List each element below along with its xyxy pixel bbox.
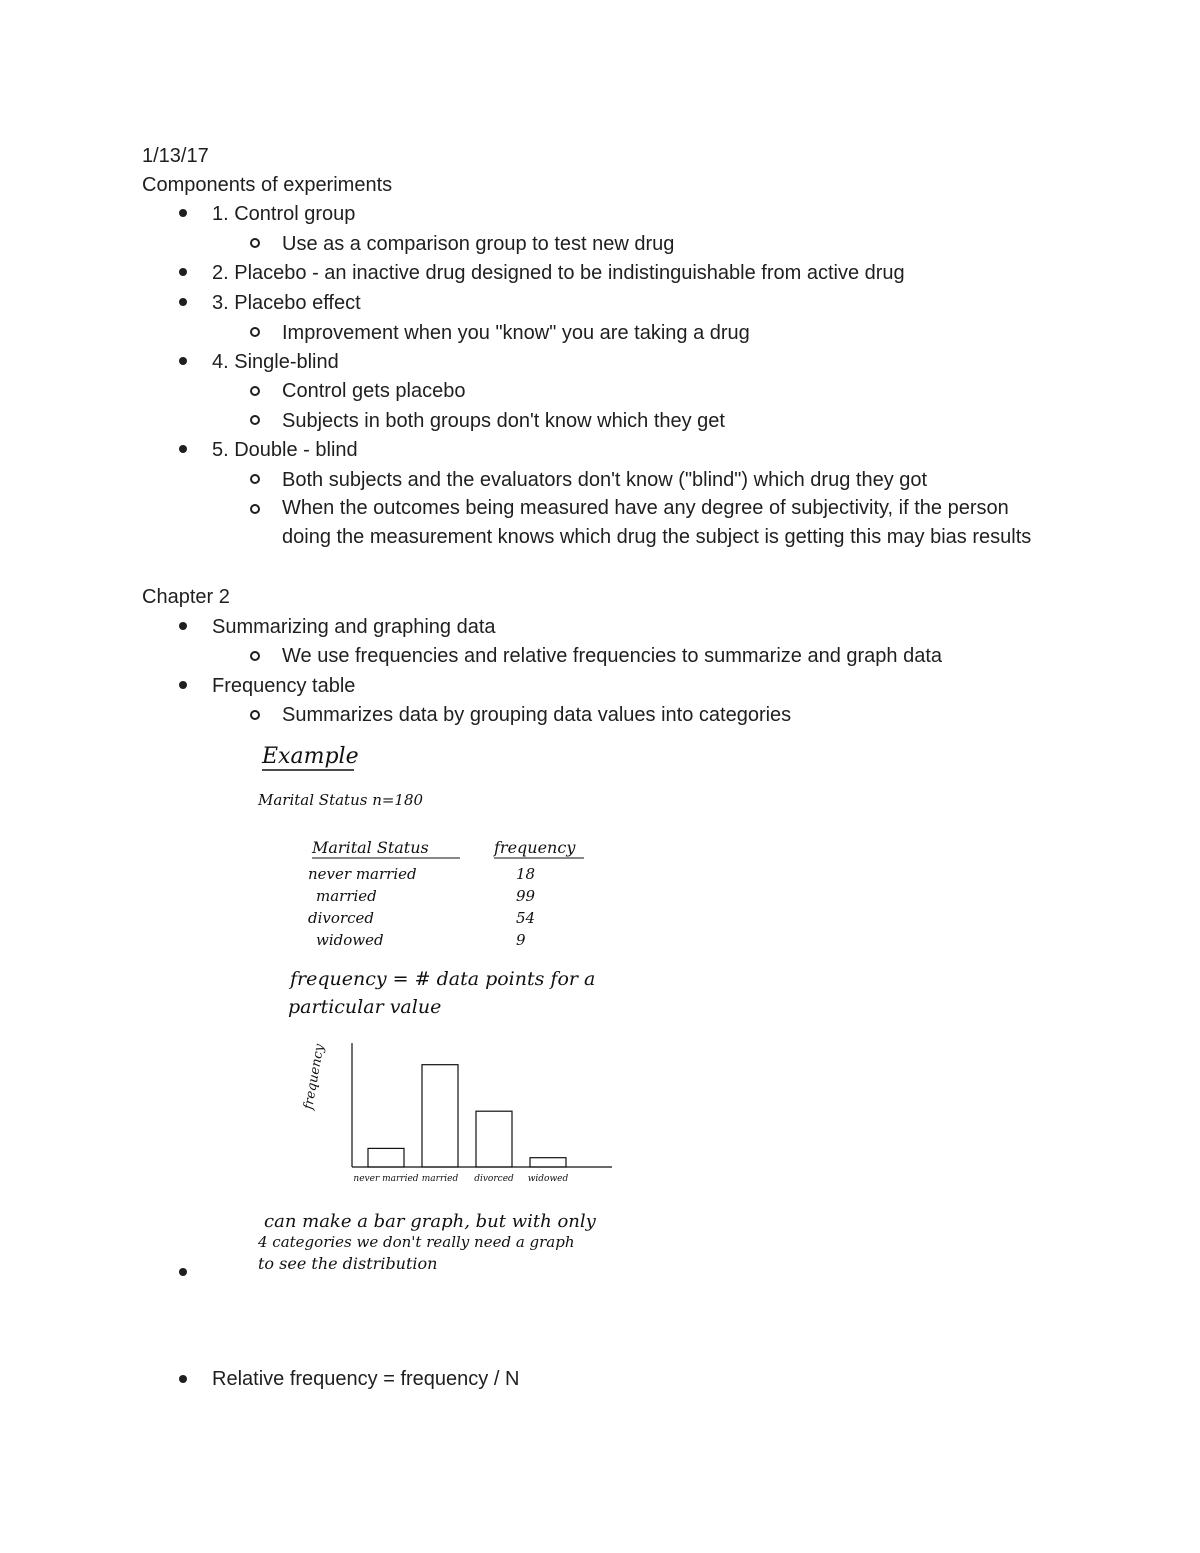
date: 1/13/17 [142,145,209,167]
example-title: Example [262,744,359,769]
bullet-icon [179,268,187,276]
x-tick-label: never married [353,1174,419,1184]
frequency-table [308,865,536,949]
sub-bullet-icon [250,474,260,484]
table-cell-frequency: 54 [516,909,536,927]
sub-item: We use frequencies and relative frequencies to summarize and graph data [282,645,943,667]
y-axis-label: frequency [301,1042,328,1111]
bullet-icon [179,357,187,365]
sub-item: Use as a comparison group to test new drug [282,233,675,255]
bullet-icon [179,1375,187,1383]
bullet-icon [179,681,187,689]
bullet-icon [179,209,187,217]
sub-item: Improvement when you "know" you are taking a drug [282,322,750,344]
list-item-single-blind: 4. Single-blind [212,351,339,373]
sub-bullet-icon [250,327,260,337]
sub-item: Summarizes data by grouping data values into categories [282,704,792,726]
list-item-control-group: 1. Control group [212,203,356,225]
x-tick-label: married [421,1174,459,1184]
table-header-frequency: frequency [494,838,576,857]
sample-subtitle: Marital Status n=180 [258,791,424,809]
bar-chart [301,1042,612,1184]
bar [368,1148,404,1167]
section-heading-chapter: Chapter 2 [142,586,230,608]
x-tick-label: divorced [474,1174,514,1184]
table-header-status: Marital Status [312,838,429,857]
list-item-placebo-effect: 3. Placebo effect [212,292,361,314]
sub-item: When the outcomes being measured have any degree of subjectivity, if the person doing the measurement knows which drug the subject is getting this may bias results [282,497,1032,548]
table-cell-status: never married [308,865,417,883]
table-cell-status: married [316,887,377,905]
definition-line-1: frequency = # data points for a [290,968,596,990]
list-item-placebo: 2. Placebo - an inactive drug designed to be indistinguishable from active drug [212,262,905,284]
list-item-frequency-table: Frequency table [212,675,356,697]
sub-bullet-icon [250,504,260,514]
list-item-double-blind: 5. Double - blind [212,439,358,461]
section-heading-components: Components of experiments [142,174,393,196]
table-cell-frequency: 9 [516,931,526,949]
bar [422,1065,458,1167]
note-line-1: can make a bar graph, but with only [264,1211,596,1232]
list-item-summarizing: Summarizing and graphing data [212,616,496,638]
bullet-icon [179,622,187,630]
bullet-icon [179,445,187,453]
sub-bullet-icon [250,238,260,248]
list-item-relative-frequency: Relative frequency = frequency / N [212,1368,520,1390]
bar [476,1111,512,1167]
x-tick-label: widowed [527,1174,569,1184]
definition-line-2: particular value [288,996,442,1018]
note-line-3: to see the distribution [258,1254,438,1273]
sub-bullet-icon [250,651,260,661]
sub-item: Both subjects and the evaluators don't know ("blind") which drug they got [282,469,928,491]
bar [530,1158,566,1167]
note-line-2: 4 categories we don't really need a graph [258,1233,575,1251]
handwritten-example [250,735,670,1275]
table-cell-status: widowed [316,931,384,949]
sub-item: Subjects in both groups don't know which they get [282,410,725,432]
table-cell-frequency: 18 [516,865,536,883]
sub-bullet-icon [250,415,260,425]
sub-bullet-icon [250,386,260,396]
bullet-icon [179,298,187,306]
table-cell-frequency: 99 [516,887,536,905]
table-cell-status: divorced [308,909,374,927]
sub-item: Control gets placebo [282,380,466,402]
bullet-icon [179,1268,187,1276]
sub-bullet-icon [250,710,260,720]
